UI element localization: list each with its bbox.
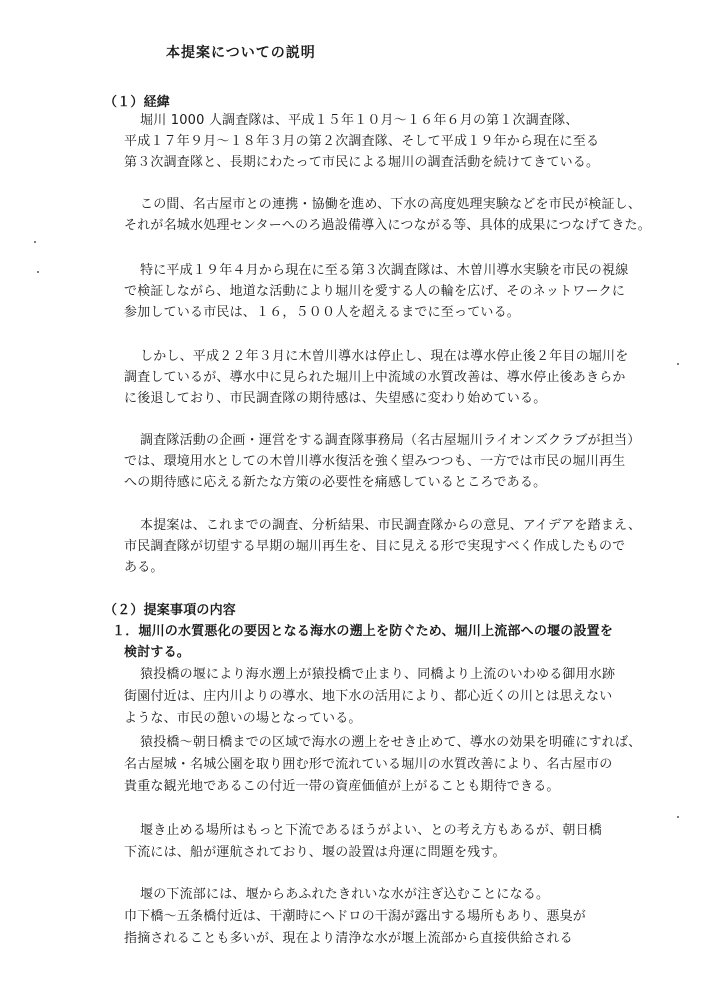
section1-heading: （１）経緯 [104, 95, 171, 110]
section1-p1-line3: 第３次調査隊と、長期にわたって市民による堀川の調査活動を続けてきている。 [124, 155, 600, 170]
section1-p4-line2: 調査しているが、導水中に見られた堀川上中流域の水質改善は、導水停止後あきらか [124, 370, 626, 385]
section1-p2-line2: それが名城水処理センターへのろ過設備導入につながる等、具体的成果につなげてきた。 [124, 218, 651, 233]
section1-p6-line3: ある。 [124, 560, 164, 575]
section2-p2-line1: 堰き止める場所はもっと下流であるほうがよい、との考え方もあるが、朝日橋 [140, 823, 603, 838]
section1-p4-line3: に後退しており、市民調査隊の期待感は、失望感に変わり始めている。 [124, 391, 547, 406]
section1-p1-line2: 平成１７年９月～１８年３月の第２次調査隊、そして平成１９年から現在に至る [124, 134, 600, 149]
section1-p5-line3: への期待感に応える新たな方策の必要性を痛感しているところである。 [124, 475, 547, 490]
section1-p6-line1: 本提案は、これまでの調査、分析結果、市民調査隊からの意見、アイデアを踏まえ、 [140, 518, 642, 533]
section2-item1-line2: 検討する。 [124, 645, 191, 660]
section2-p1-line3: ような、市民の憩いの場となっている。 [124, 711, 362, 726]
section2-p3-line3: 指摘されることも多いが、現在より清浄な水が堰上流部から直接供給される [124, 931, 573, 946]
section1-p3-line3: 参加している市民は、１６，５００人を超えるまでに至っている。 [124, 305, 521, 320]
section1-p3-line1: 特に平成１９年４月から現在に至る第３次調査隊は、木曽川導水実験を市民の視線 [140, 263, 629, 278]
section1-p1-line1: 堀川 1000 人調査隊は、平成１５年１０月～１６年６月の第１次調査隊、 [140, 113, 579, 128]
section2-p3-line1: 堰の下流部には、堰からあふれたきれいな水が注ぎ込むことになる。 [140, 887, 550, 902]
scan-speck [37, 271, 39, 273]
section1-p4-line1: しかし、平成２２年３月に木曽川導水は停止し、現在は導水停止後２年目の堀川を [140, 349, 629, 364]
section1-p5-line1: 調査隊活動の企画・運営をする調査隊事務局（名古屋堀川ライオンズクラブが担当） [140, 433, 641, 448]
scan-speck [34, 241, 36, 243]
section2-heading: （２）提案事項の内容 [104, 603, 237, 618]
document-title: 本提案についての説明 [166, 45, 316, 61]
section2-p3-line2: 巾下橋～五条橋付近は、干潮時にヘドロの干潟が露出する場所もあり、悪臭が [124, 909, 587, 924]
section2-item1-line1: １．堀川の水質悪化の要因となる海水の遡上を防ぐため、堀川上流部への堰の設置を [112, 624, 614, 639]
section2-p1-line2: 街園付近は、庄内川よりの導水、地下水の活用により、都心近くの川とは思えない [124, 689, 613, 704]
section2-p1-line1: 猿投橋の堰により海水遡上が猿投橋で止まり、同橋より上流のいわゆる御用水跡 [140, 667, 616, 682]
section2-p1-line5: 名古屋城・名城公園を取り囲む形で流れている堀川の水質改善により、名古屋市の [124, 757, 613, 772]
section1-p5-line2: では、環境用水としての木曽川導水復活を強く望みつつも、一方では市民の堀川再生 [124, 454, 626, 469]
section1-p3-line2: で検証しながら、地道な活動により堀川を愛する人の輪を広げ、そのネットワークに [124, 284, 626, 299]
section2-p1-line4: 猿投橋～朝日橋までの区域で海水の遡上をせき止めて、導水の効果を明確にすれば、 [140, 735, 642, 750]
section1-p2-line1: この間、名古屋市との連携・協働を進め、下水の高度処理実験などを市民が検証し、 [140, 197, 642, 212]
section2-p1-line6: 貴重な観光地であるこの付近一帯の資産価値が上がることも期待できる。 [124, 779, 560, 794]
section2-p2-line2: 下流には、船が運航されており、堰の設置は舟運に問題を残す。 [124, 845, 506, 860]
section1-p6-line2: 市民調査隊が切望する早期の堀川再生を、目に見える形で実現すべく作成したもので [124, 539, 626, 554]
scan-speck [677, 363, 679, 365]
scan-speck [677, 816, 679, 818]
